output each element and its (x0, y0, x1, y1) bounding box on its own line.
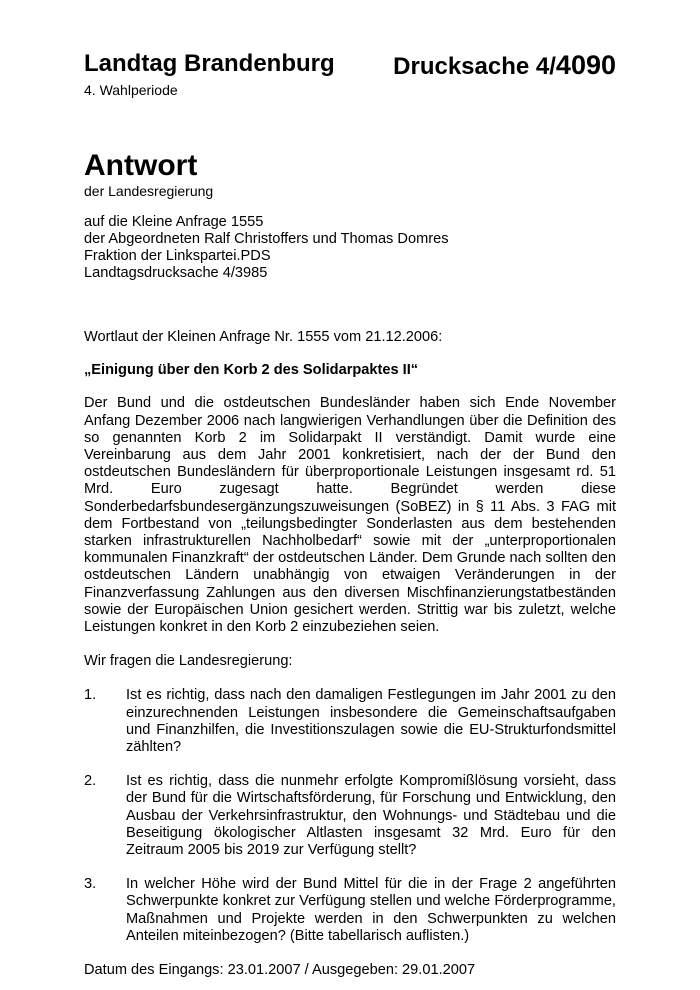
page-subtitle: der Landesregierung (84, 183, 214, 199)
reference-line: Landtagsdrucksache 4/3985 (84, 265, 268, 281)
reference-block (84, 214, 616, 282)
question-number: 3. (84, 876, 97, 893)
question-item (84, 876, 616, 945)
question-number: 1. (84, 687, 97, 704)
question-number: 2. (84, 773, 97, 790)
question-text: Ist es richtig, dass die nunmehr erfolgte Kompromißlösung vorsieht, dass der Bund für die Wirtschaftsförderung, für Forschung und Entwicklung, den Ausbau der Verkehrsinfrastruktur, den Wohnungs- und Städtebau und die Beseitigung ökologischer Altlasten insgesamt 32 Mrd. Euro für den Zeitraum 2005 bis 2019 zur Verfügung stellt? (126, 773, 616, 859)
question-item (84, 687, 616, 756)
subject-heading: „Einigung über den Korb 2 des Solidarpaktes II“ (84, 362, 419, 379)
reference-line: Fraktion der Linkspartei.PDS (84, 248, 271, 264)
intro-text: Wortlaut der Kleinen Anfrage Nr. 1555 vom 21.12.2006: (84, 329, 443, 345)
footer-dates: Datum des Eingangs: 23.01.2007 / Ausgegeben: 29.01.2007 (84, 962, 476, 979)
document-page (84, 50, 616, 979)
question-text: In welcher Höhe wird der Bund Mittel für die in der Frage 2 angeführten Schwerpunkte konkret zur Verfügung stellen und welche Förderprogramme, Maßnahmen und Projekte werden in den Schwerpunkten zu welchen Anteilen miteinbezogen? (Bitte tabellarisch auflisten.) (126, 876, 616, 944)
question-text: Ist es richtig, dass nach den damaligen Festlegungen im Jahr 2001 zu den einzurechnenden Leistungen insbesondere die Gemeinschaftsaufgaben und Finanzhilfen, die Investitionszulagen sowie die EU-Strukturfondsmittel zählten? (126, 687, 616, 756)
legislative-period: 4. Wahlperiode (84, 82, 178, 98)
page-title: Antwort (84, 149, 198, 182)
document-number-prefix: Drucksache 4/ (393, 53, 556, 80)
body-paragraph: Der Bund und die ostdeutschen Bundesländer haben sich Ende November Anfang Dezember 2006 nach langwierigen Verhandlungen über die Definition des so genannten Korb 2 im Solidarpakt II verständigt. Damit wurde eine Vereinbarung aus dem Jahr 2001 konkretisiert, nach der der Bund den ostdeutschen Bundesländern für überproportionale Leistungen insgesamt rd. 51 Mrd. Euro zugesagt hatte. Begründet werden diese Sonderbedarfsbundesergänzungszuweisungen (SoBEZ) in § 11 Abs. 3 FAG mit dem Fortbestand von „teilungsbedingter Sonderlasten aus dem bestehenden starken infrastrukturellen Nachholbedarf“ sowie mit der „unterproportionalen kommunalen Finanzkraft“ der ostdeutschen Länder. Dem Grunde nach sollten den ostdeutschen Ländern unabhängig von etwaigen Veränderungen in der Finanzverfassung Zahlungen aus den diversen Mischfinanzierungstatbeständen sowie der Europäischen Union gesichert werden. Strittig war bis zuletzt, welche Leistungen konkret in den Korb 2 einzubeziehen seien. (84, 395, 616, 636)
document-number-value: 4090 (555, 50, 616, 80)
question-item (84, 773, 616, 859)
reference-line: auf die Kleine Anfrage 1555 (84, 214, 264, 230)
document-header (84, 50, 616, 80)
document-number (393, 50, 616, 81)
parliament-name: Landtag Brandenburg (84, 50, 335, 77)
reference-line: der Abgeordneten Ralf Christoffers und Thomas Domres (84, 231, 449, 247)
ask-line: Wir fragen die Landesregierung: (84, 653, 293, 670)
